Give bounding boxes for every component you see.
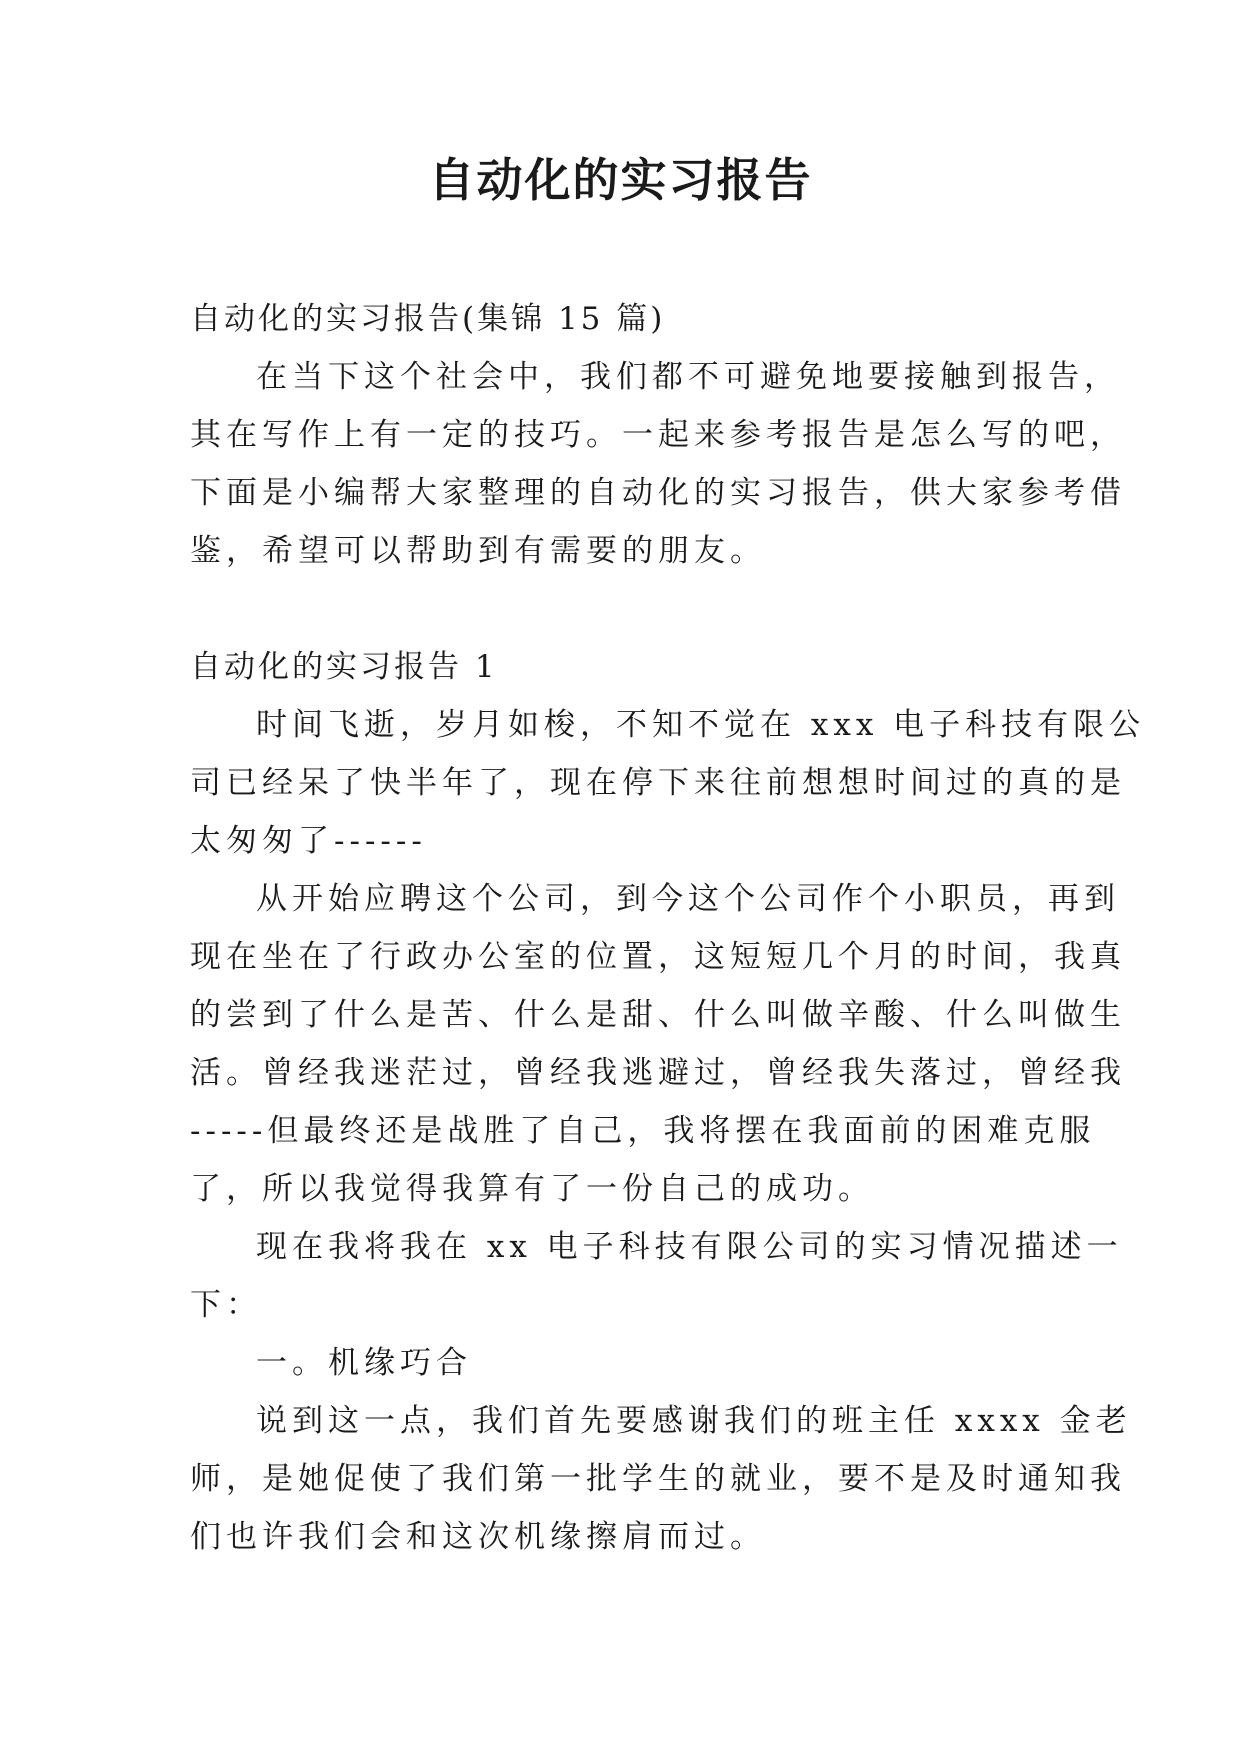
paragraph-4 [190,1392,1132,1566]
paragraph-line: 下面是小编帮大家整理的自动化的实习报告，供大家参考借 [190,475,1126,511]
paragraph-1 [190,696,1146,870]
paragraph-2 [190,870,1126,1218]
spacer [190,580,1052,638]
paragraph-line: 说到这一点，我们首先要感谢我们的班主任 xxxx 金老 [256,1403,1132,1439]
paragraph-line: -----但最终还是战胜了自己，我将摆在我面前的困难克服 [190,1113,1096,1149]
intro-paragraph [190,348,1126,580]
paragraph-line: 师，是她促使了我们第一批学生的就业，要不是及时通知我 [190,1461,1126,1497]
document-subtitle: 自动化的实习报告(集锦 15 篇) [190,301,666,337]
paragraph-line: 鉴，希望可以帮助到有需要的朋友。 [190,533,766,569]
document-title: 自动化的实习报告 [428,153,813,207]
paragraph-line: 在当下这个社会中，我们都不可避免地要接触到报告， [256,359,1120,395]
paragraph-line: 太匆匆了------ [190,823,427,859]
paragraph-line: 的尝到了什么是苦、什么是甜、什么叫做辛酸、什么叫做生 [190,997,1126,1033]
paragraph-line: 了，所以我觉得我算有了一份自己的成功。 [190,1171,874,1207]
paragraph-line: 现在坐在了行政办公室的位置，这短短几个月的时间，我真 [190,939,1126,975]
paragraph-line: 活。曾经我迷茫过，曾经我逃避过，曾经我失落过，曾经我 [190,1055,1126,1091]
subheading: 一。机缘巧合 [256,1345,472,1381]
document-body [190,290,1146,1566]
paragraph-line: 下： [190,1287,262,1323]
paragraph-line: 其在写作上有一定的技巧。一起来参考报告是怎么写的吧， [190,417,1126,453]
paragraph-line: 时间飞逝，岁月如梭，不知不觉在 xxx 电子科技有限公 [256,707,1146,743]
section-heading: 自动化的实习报告 1 [190,649,498,685]
paragraph-line: 司已经呆了快半年了，现在停下来往前想想时间过的真的是 [190,765,1126,801]
paragraph-line: 从开始应聘这个公司，到今这个公司作个小职员，再到 [256,881,1120,917]
paragraph-line: 们也许我们会和这次机缘擦肩而过。 [190,1519,766,1555]
paragraph-line: 现在我将我在 xx 电子科技有限公司的实习情况描述一 [256,1229,1123,1265]
paragraph-3 [190,1218,1123,1334]
